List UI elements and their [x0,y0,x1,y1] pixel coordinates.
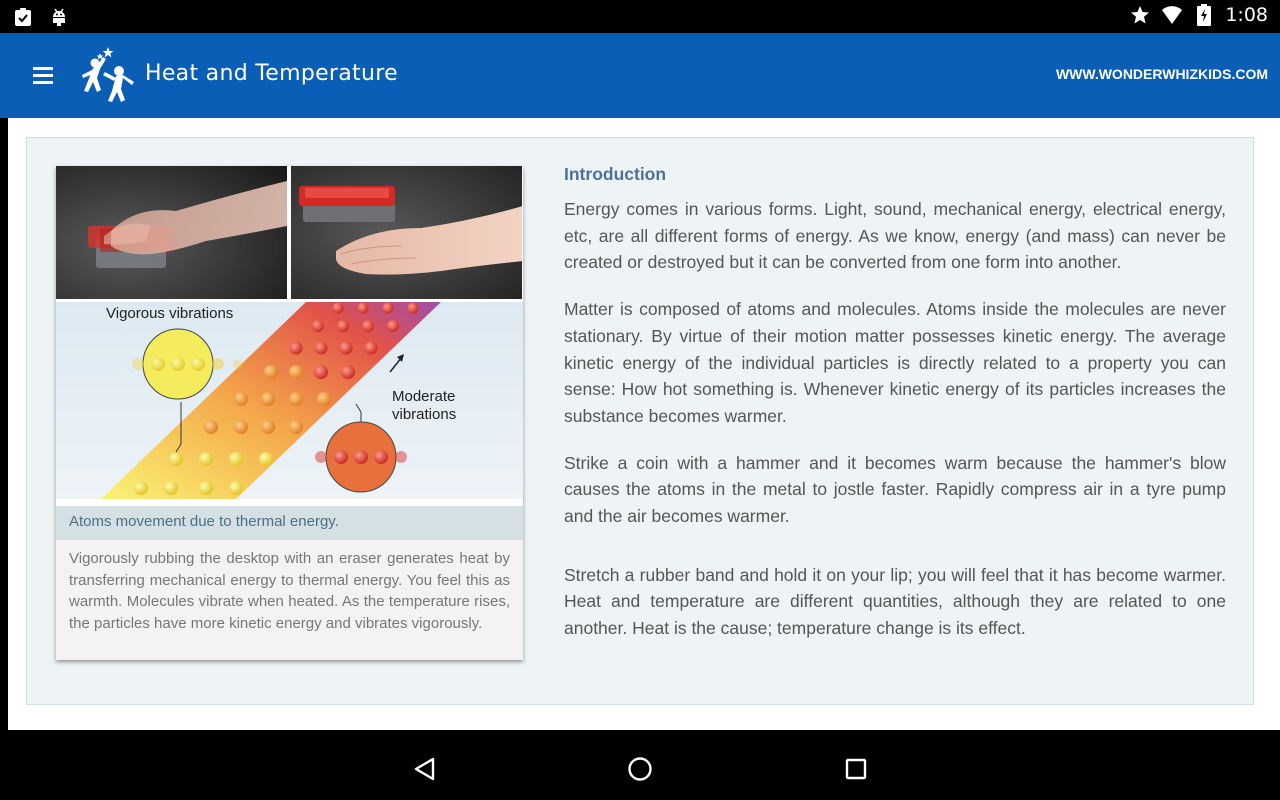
article-heading: Introduction [564,164,667,184]
article-paragraph: Stretch a rubber band and hold it on your lip; you will feel that it has become warmer. Heat and temperature are different quantities, although they are related to one another. Heat is the cause; temperature change is its effect. [564,564,1226,639]
figure-caption-title: Atoms movement due to thermal energy. [56,506,523,540]
star-icon [1129,4,1151,26]
content-area [8,118,1280,730]
wifi-icon [1161,4,1183,26]
article-paragraph: Strike a coin with a hammer and it becomes warm because the hammer's blow causes the atoms in the metal to jostle faster. Rapidly compress air in a tyre pump and the air becomes warmer. [564,452,1226,527]
clipboard-check-icon [12,6,34,28]
recents-icon[interactable] [841,754,871,784]
label-moderate-vibrations [392,388,456,424]
vibration-diagram [56,302,523,499]
article [564,164,1226,662]
article-paragraph: Matter is composed of atoms and molecules. Atoms inside the molecules are never stationary. By virtue of their motion matter possesses kinetic energy. The average kinetic energy of the individual particles is directly related to a property you can sense: How hot something is. Whenever kinetic energy of its particles increases the substance becomes warmer. [564,299,1226,426]
battery-charging-icon [1193,4,1215,26]
article-paragraph: Energy comes in various forms. Light, sound, mechanical energy, electrical energy, etc, are all different forms of energy. As we know, energy (and mass) can never be created or destroyed but it can be converted from one form into another. [564,199,1226,273]
app-logo [78,45,138,105]
navigation-bar [0,736,1280,800]
figure-caption-body: Vigorously rubbing the desktop with an eraser generates heat by transferring mechanical energy to thermal energy. You feel this as warmth. Molecules vibrate when heated. As the temperature rises, the particles have more kinetic energy and vibrates vigorously. [56,540,523,660]
page-title: Heat and Temperature [145,61,398,86]
app-bar [0,33,1280,118]
home-icon[interactable] [625,754,655,784]
label-moderate-line2: vibrations [392,406,457,423]
photo-hand-near-eraser [291,166,522,299]
photo-rubbing-eraser [56,166,287,299]
android-icon [48,6,70,28]
menu-icon[interactable] [28,61,58,89]
website-link[interactable]: WWW.WONDERWHIZKIDS.COM [1055,66,1268,82]
label-moderate-line1: Moderate [392,388,456,405]
back-icon[interactable] [410,754,440,784]
status-clock: 1:08 [1225,4,1268,26]
label-vigorous-vibrations: Vigorous vibrations [106,305,234,322]
figure-card [56,166,523,660]
status-bar [0,0,1280,33]
lesson-panel [26,137,1254,705]
